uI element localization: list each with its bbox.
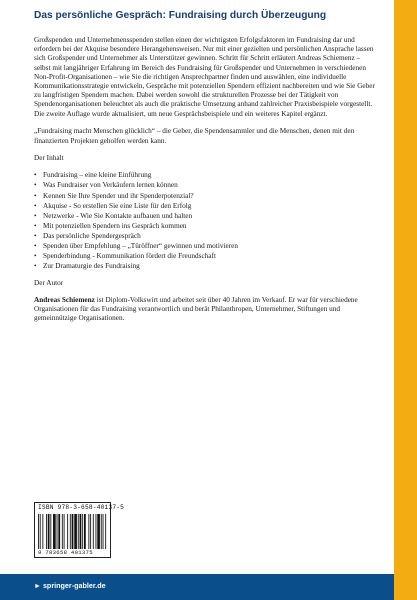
- author-heading: Der Autor: [34, 279, 64, 288]
- arrow-right-icon: ►: [34, 583, 41, 590]
- spine-bar: [394, 0, 417, 600]
- website-text: springer-gabler.de: [42, 581, 106, 590]
- contents-item: • Zur Dramaturgie des Fundraising: [34, 261, 376, 271]
- contents-item: • Kennen Sie Ihre Spender und ihr Spenderpotenzial?: [34, 191, 376, 201]
- publisher-website[interactable]: [34, 581, 106, 590]
- isbn-barcode: [34, 502, 125, 558]
- intro-paragraph: Großspenden und Unternehmensspenden stellen einen der wichtigsten Erfolgsfaktoren im Fundraising dar und erfordern bei der Akquise besondere Herangehensweisen. Nur mit einer gezielten und persönlichen Ansprache lassen sich Großspender und Unternehmer als Unterstützer gewinnen. Schritt für Schritt erläutert Andreas Schiemenz – selbst mit langjähriger Erfahrung im Bereich des Fundraising für Großspender und Unternehmen in verschiedenen Non-Profit-Organisationen – wie Sie die richtigen Ansprechpartner finden und auswählen, eine individuelle Kommunikationsstrategie entwickeln, Gespräche mit potenziellen Spendern effizient nachbereiten und wie Sie Geber zu langfristigen Spendern machen. Dabei werden sowohl die strukturellen Prozesse bei der Tätigkeit von Spendenorganisationen beleuchtet als auch die praktische Umsetzung anhand zahlreicher Praxisbeispiele vorgestellt. Die zweite Auflage wurde aktualisiert, um neue Gesprächsbeispiele und ein weiteres Kapitel ergänzt.: [34, 36, 375, 118]
- isbn-label: ISBN 978-3-658-40137-5: [38, 504, 125, 511]
- contents-item: • Spenderbindung - Kommunikation fördert die Freundschaft: [34, 251, 376, 261]
- contents-item: • Netzwerke - Wie Sie Kontakte aufbauen und halten: [34, 211, 376, 221]
- contents-item: • Akquise - So erstellen Sie eine Liste für den Erfolg: [34, 201, 376, 211]
- contents-item: • Das persönliche Spendergespräch: [34, 231, 376, 241]
- quote-paragraph: „Fundraising macht Menschen glücklich“ – die Geber, die Spendensammler und die Menschen, denen mit den finanzierten Projekten geholfen werden kann.: [34, 127, 355, 145]
- contents-item: • Fundraising – eine kleine Einführung: [34, 170, 376, 180]
- barcode-bars: [38, 514, 107, 549]
- contents-item: • Was Fundraiser von Verkäufern lernen können: [34, 180, 376, 190]
- contents-item: • Mit potenziellen Spendern ins Gespräch kommen: [34, 221, 376, 231]
- contents-list: [34, 170, 376, 270]
- cover-title: Das persönliche Gespräch: Fundraising durch Überzeugung: [34, 10, 327, 21]
- author-paragraph: [34, 296, 376, 324]
- blurb-content: [34, 36, 376, 332]
- author-name: Andreas Schiemenz: [34, 295, 95, 304]
- barcode-digits: 9 783658 401375: [38, 549, 93, 556]
- contents-item: • Spenden über Empfehlung – „Türöffner“ gewinnen und motivieren: [34, 241, 376, 251]
- contents-heading: Der Inhalt: [34, 154, 64, 163]
- author-bio: ist Diplom-Volkswirt und arbeitet seit über 40 Jahren im Verkauf. Er war für verschiedene Organisationen für das Fundraising verantwortlich und berät Philanthropen, Unternehmer, Stiftungen und gemeinnützige Organisationen.: [34, 295, 358, 323]
